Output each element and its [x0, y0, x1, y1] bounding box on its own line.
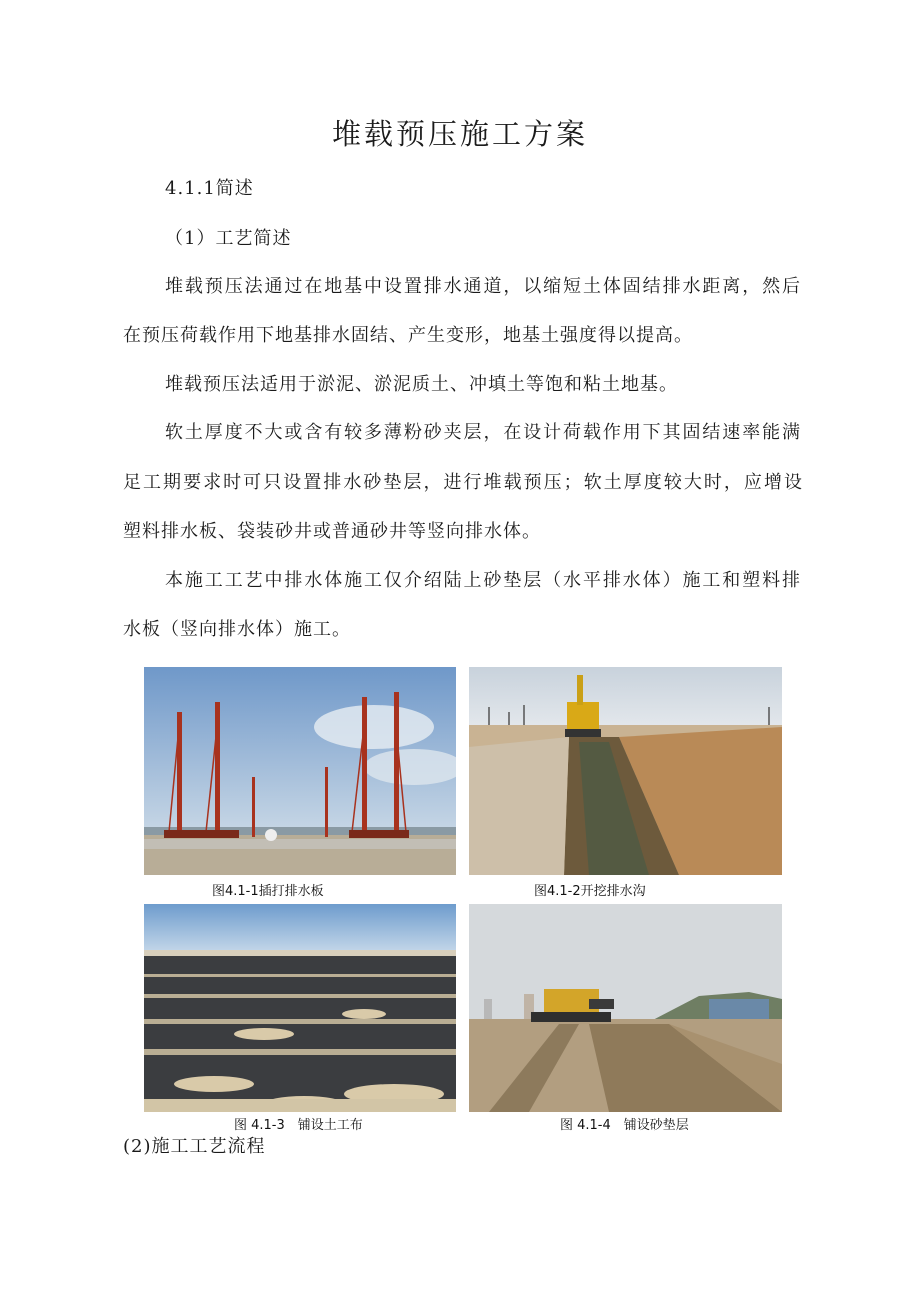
figure-caption-1: 图4.1-1插打排水板 — [212, 884, 324, 899]
subsection-heading-2: (2)施工工艺流程 — [123, 1136, 266, 1157]
figure-caption-4: 图 4.1-4 铺设砂垫层 — [560, 1118, 689, 1133]
paragraph-1-line-2: 在预压荷载作用下地基排水固结、产生变形，地基土强度得以提高。 — [123, 325, 693, 346]
paragraph-3-line-1: 软土厚度不大或含有较多薄粉砂夹层，在设计荷载作用下其固结速率能满 — [165, 422, 801, 443]
photo-lay-geotextile — [144, 904, 456, 1112]
paragraph-3-line-2: 足工期要求时可只设置排水砂垫层，进行堆载预压；软土厚度较大时，应增设 — [123, 472, 803, 493]
paragraph-3-line-3: 塑料排水板、袋装砂井或普通砂井等竖向排水体。 — [123, 521, 541, 542]
page-title: 堆载预压施工方案 — [331, 117, 588, 151]
photo-excavate-drainage-ditch — [469, 667, 782, 875]
paragraph-4-line-2: 水板（竖向排水体）施工。 — [123, 619, 351, 640]
paragraph-4-line-1: 本施工工艺中排水体施工仅介绍陆上砂垫层（水平排水体）施工和塑料排 — [165, 570, 801, 591]
figure-caption-3: 图 4.1-3 铺设土工布 — [234, 1118, 363, 1133]
section-heading: 4.1.1简述 — [165, 178, 254, 199]
paragraph-1-line-1: 堆载预压法通过在地基中设置排水通道，以缩短土体固结排水距离，然后 — [165, 276, 801, 297]
figure-caption-2: 图4.1-2开挖排水沟 — [534, 884, 646, 899]
subsection-heading-1: （1）工艺简述 — [165, 228, 292, 249]
paragraph-2: 堆载预压法适用于淤泥、淤泥质土、冲填土等饱和粘土地基。 — [165, 374, 678, 395]
photo-drain-board-rigs — [144, 667, 456, 875]
photo-lay-sand-cushion — [469, 904, 782, 1112]
